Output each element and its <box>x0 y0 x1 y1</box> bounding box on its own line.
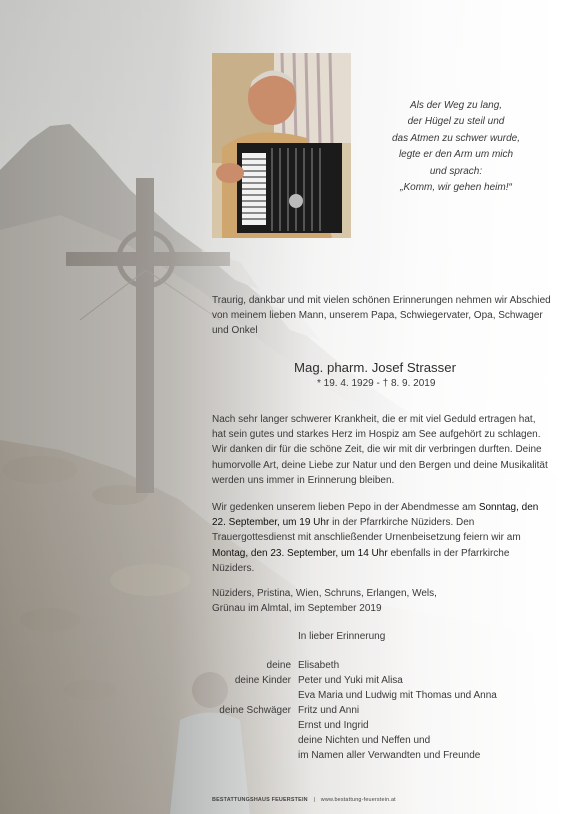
poem <box>366 98 546 196</box>
poem-line: der Hügel zu steil und <box>407 116 505 128</box>
intro-text: Traurig, dankbar und mit vielen schönen Erinnerungen nehmen wir Abschied von meinem lieben Mann, unserem Papa, Schwiegervater, Opa, Schwager und Onkel <box>212 295 551 337</box>
family-label: deine <box>266 660 291 671</box>
mass-text-1: Wir gedenken unserem lieben Pepo in der Abendmesse am <box>212 502 479 513</box>
footer <box>212 797 396 803</box>
family-value: Peter und Yuki mit Alisa <box>298 675 403 686</box>
family-value: Eva Maria und Ludwig mit Thomas und Anna <box>298 690 497 701</box>
footer-url[interactable]: www.bestattung-feuerstein.at <box>320 797 396 803</box>
mass-date-sunday: Sonntag, den 22. September, um 19 Uhr <box>212 502 539 529</box>
family-value: deine Nichten und Neffen und <box>298 735 431 746</box>
footer-brand: BESTATTUNGSHAUS FEUERSTEIN <box>212 797 308 803</box>
places-line: Grünau im Almtal, im September 2019 <box>212 603 382 615</box>
poem-line: das Atmen zu schwer wurde, <box>391 132 521 144</box>
deceased-dates: * 19. 4. 1929 - † 8. 9. 2019 <box>317 378 436 389</box>
mass-text <box>212 500 552 576</box>
body-text: Nach sehr langer schwerer Krankheit, die er mit viel Geduld ertragen hat, hat sein gutes und starkes Herz im Hospiz am See aufgehört zu schlagen. Wir danken dir für die schöne Zeit, die wir mit dir verbringen durften. Deine humorvolle Art, deine Liebe zur Natur und den Bergen und deine Musikalität werden uns immer in Erinnerung bleiben. <box>212 414 548 486</box>
places-line: Nüziders, Pristina, Wien, Schruns, Erlangen, Wels, <box>212 588 437 599</box>
poem-line: Als der Weg zu lang, <box>409 100 503 111</box>
funeral-date-monday: Montag, den 23. September, um 14 Uhr <box>212 547 388 559</box>
poem-line: und sprach: <box>429 165 483 177</box>
family-value: Fritz und Anni <box>298 705 360 716</box>
family-label: deine Kinder <box>234 675 291 686</box>
memory-heading: In lieber Erinnerung <box>298 631 386 642</box>
family-label: deine Schwäger <box>219 705 291 716</box>
family-value: Ernst und Ingrid <box>298 720 369 731</box>
places-date <box>212 586 552 616</box>
mass-text-2: in der Pfarrkirche Nüziders. Den Trauergottesdienst mit anschließender Urnenbeisetzung feiern wir am <box>212 517 521 544</box>
mass-text-3: ebenfalls in der Pfarrkirche Nüziders. <box>212 547 510 574</box>
portrait-photo <box>212 53 351 238</box>
family-value: im Namen aller Verwandten und Freunde <box>298 750 481 761</box>
poem-line: legte er den Arm um mich <box>398 149 514 161</box>
poem-line: „Komm, wir gehen heim!“ <box>400 182 512 194</box>
deceased-name: Mag. pharm. Josef Strasser <box>294 360 456 375</box>
family-value: Elisabeth <box>298 660 340 671</box>
footer-separator: | <box>313 797 316 803</box>
